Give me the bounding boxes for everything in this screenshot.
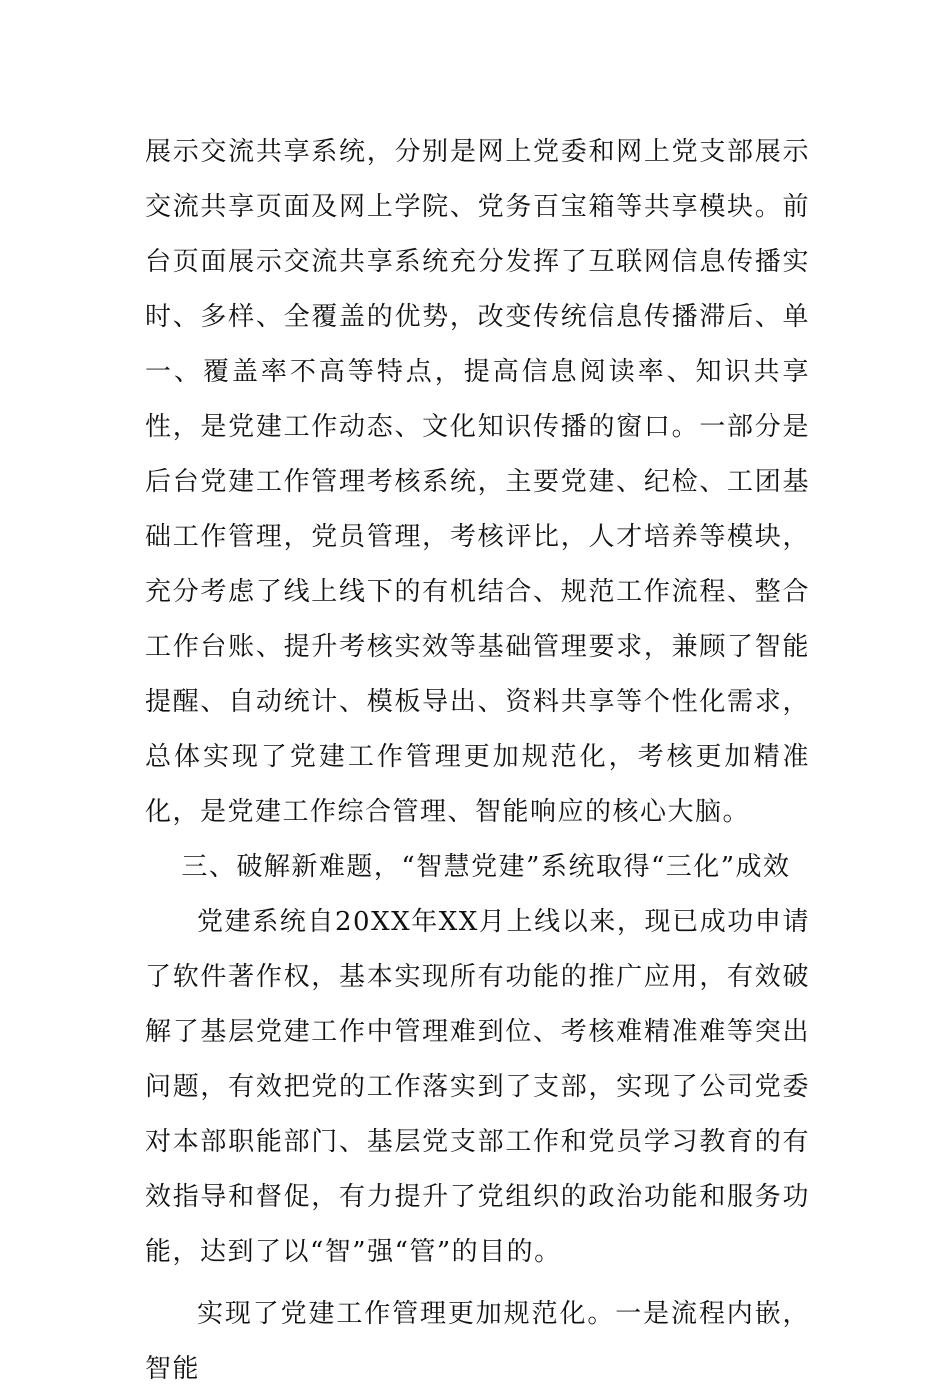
paragraph-continuation: 展示交流共享系统，分别是网上党委和网上党支部展示交流共享页面及网上学院、党务百宝箱等共享模块。前台页面展示交流共享系统充分发挥了互联网信息传播实时、多样、全覆盖的优势，改变传统信息传播滞后、单一、覆盖率不高等特点，提高信息阅读率、知识共享性，是党建工作动态、文化知识传播的窗口。一部分是后台党建工作管理考核系统，主要党建、纪检、工团基础工作管理，党员管理，考核评比，人才培养等模块，充分考虑了线上线下的有机结合、规范工作流程、整合工作台账、提升考核实效等基础管理要求，兼顾了智能提醒、自动统计、模板导出、资料共享等个性化需求，总体实现了党建工作管理更加规范化，考核更加精准化，是党建工作综合管理、智能响应的核心大脑。 xyxy=(145,137,810,827)
paragraph-system-results: 党建系统自20XX年XX月上线以来，现已成功申请了软件著作权，基本实现所有功能的推广应用，有效破解了基层党建工作中管理难到位、考核难精准难等突出问题，有效把党的工作落实到了支部，实现了公司党委对本部职能部门、基层党支部工作和党员学习教育的有效指导和督促，有力提升了党组织的政治功能和服务功能，达到了以“智”强“管”的目的。 xyxy=(145,907,810,1267)
document-body xyxy=(145,125,810,1397)
paragraph-standardization: 实现了党建工作管理更加规范化。一是流程内嵌，智能 xyxy=(145,1299,810,1384)
section-heading: 三、破解新难题，“智慧党建”系统取得“三化”成效 xyxy=(181,852,791,882)
